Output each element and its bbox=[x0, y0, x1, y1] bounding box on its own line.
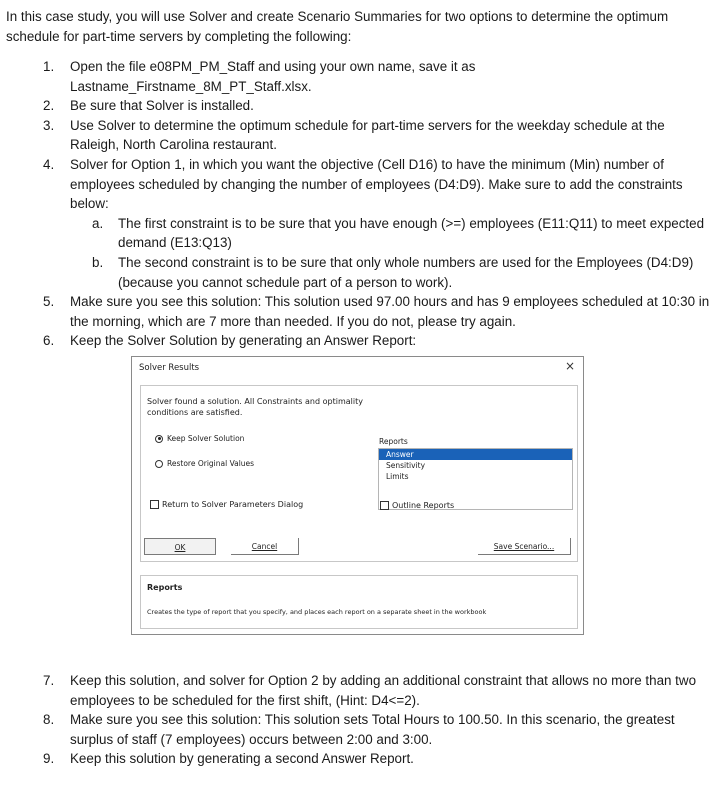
step-number: 7. bbox=[43, 673, 55, 688]
step-number: 9. bbox=[43, 751, 55, 767]
save-scenario-button[interactable]: Save Scenario... bbox=[478, 538, 571, 555]
list-item bbox=[0, 96, 710, 116]
step-text: Keep this solution by generating a second Answer Report. bbox=[70, 751, 414, 767]
report-option-limits[interactable]: Limits bbox=[386, 472, 409, 481]
checkbox-icon[interactable] bbox=[150, 500, 159, 509]
outline-reports-option[interactable] bbox=[380, 501, 454, 510]
return-to-parameters-label: Return to Solver Parameters Dialog bbox=[162, 500, 304, 509]
restore-values-label: Restore Original Values bbox=[167, 459, 255, 468]
cancel-button[interactable]: Cancel bbox=[231, 538, 299, 555]
step-text: Keep the Solver Solution by generating an Answer Report: bbox=[70, 333, 417, 349]
instruction-list-continued bbox=[0, 671, 710, 769]
return-to-parameters-option[interactable] bbox=[150, 500, 303, 509]
radio-selected-icon[interactable] bbox=[155, 435, 163, 443]
substep-text: The first constraint is to be sure that you have enough (>=) employees (E11:Q11) to meet expected demand (E13:Q13) bbox=[118, 215, 705, 251]
outline-reports-label: Outline Reports bbox=[392, 501, 455, 510]
step-number: 6. bbox=[43, 333, 55, 349]
description-title: Reports bbox=[147, 583, 183, 592]
list-item bbox=[0, 331, 710, 351]
list-item bbox=[70, 214, 710, 253]
solver-message: Solver found a solution. All Constraints and optimality conditions are satisfied. bbox=[147, 397, 363, 417]
step-number: 3. bbox=[43, 117, 55, 133]
substep-letter: a. bbox=[92, 215, 104, 231]
step-text: Solver for Option 1, in which you want the objective (Cell D16) to have the minimum (Min) number of employees scheduled by changing the number of employees (D4:D9). Make sure to add the constraints below: bbox=[70, 156, 683, 212]
solver-results-dialog bbox=[131, 356, 584, 635]
ok-button[interactable]: OK bbox=[144, 538, 216, 555]
restore-values-option[interactable] bbox=[155, 459, 254, 468]
report-description-panel bbox=[140, 575, 578, 629]
results-panel bbox=[140, 385, 578, 562]
list-item bbox=[0, 116, 710, 155]
list-item bbox=[0, 155, 710, 292]
list-item bbox=[0, 671, 710, 710]
substep-list bbox=[70, 214, 710, 292]
list-item bbox=[0, 292, 710, 331]
close-icon[interactable]: × bbox=[564, 359, 575, 373]
step-number: 2. bbox=[43, 98, 55, 114]
intro-paragraph: In this case study, you will use Solver and create Scenario Summaries for two options to determine the optimum schedule for part-time servers by completing the following: bbox=[6, 9, 669, 44]
dialog-title: Solver Results bbox=[139, 363, 200, 373]
step-text: Make sure you see this solution: This solution used 97.00 hours and has 9 employees scheduled at 10:30 in the morning, which are 7 more than needed. If you do not, please try again. bbox=[70, 294, 710, 329]
step-text: Make sure you see this solution: This solution sets Total Hours to 100.50. In this scenario, the greatest surplus of staff (7 employees) occurs between 2:00 and 3:00. bbox=[70, 712, 675, 747]
instruction-list bbox=[0, 57, 710, 351]
list-item bbox=[0, 710, 710, 749]
keep-solution-label: Keep Solver Solution bbox=[167, 434, 245, 443]
report-option-sensitivity[interactable]: Sensitivity bbox=[386, 461, 426, 470]
step-text: Open the file e08PM_PM_Staff and using your own name, save it as Lastname_Firstname_8M_PT_Staff.xlsx. bbox=[70, 59, 476, 94]
list-item bbox=[0, 57, 710, 96]
reports-label: Reports bbox=[379, 437, 408, 446]
step-text: Use Solver to determine the optimum schedule for part-time servers for the weekday schedule at the Raleigh, North Carolina restaurant. bbox=[70, 117, 665, 153]
report-option-answer[interactable]: Answer bbox=[379, 449, 572, 460]
step-text: Be sure that Solver is installed. bbox=[70, 98, 254, 114]
substep-text: The second constraint is to be sure that only whole numbers are used for the Employees (D4:D9) (because you cannot schedule part of a person to work). bbox=[118, 254, 694, 290]
description-text: Creates the type of report that you specify, and places each report on a separate sheet in the workbook bbox=[147, 608, 487, 616]
keep-solution-option[interactable] bbox=[155, 434, 244, 443]
step-number: 8. bbox=[43, 712, 55, 728]
step-text: Keep this solution, and solver for Option 2 by adding an additional constraint that allows no more than two employees to be scheduled for the first shift, (Hint: D4<=2). bbox=[70, 673, 697, 708]
list-item bbox=[70, 253, 710, 292]
step-number: 5. bbox=[43, 294, 55, 310]
substep-letter: b. bbox=[92, 254, 104, 270]
list-item bbox=[0, 749, 710, 769]
radio-unselected-icon[interactable] bbox=[155, 460, 163, 468]
step-number: 4. bbox=[43, 156, 55, 172]
step-number: 1. bbox=[43, 59, 55, 74]
checkbox-icon[interactable] bbox=[380, 501, 389, 510]
